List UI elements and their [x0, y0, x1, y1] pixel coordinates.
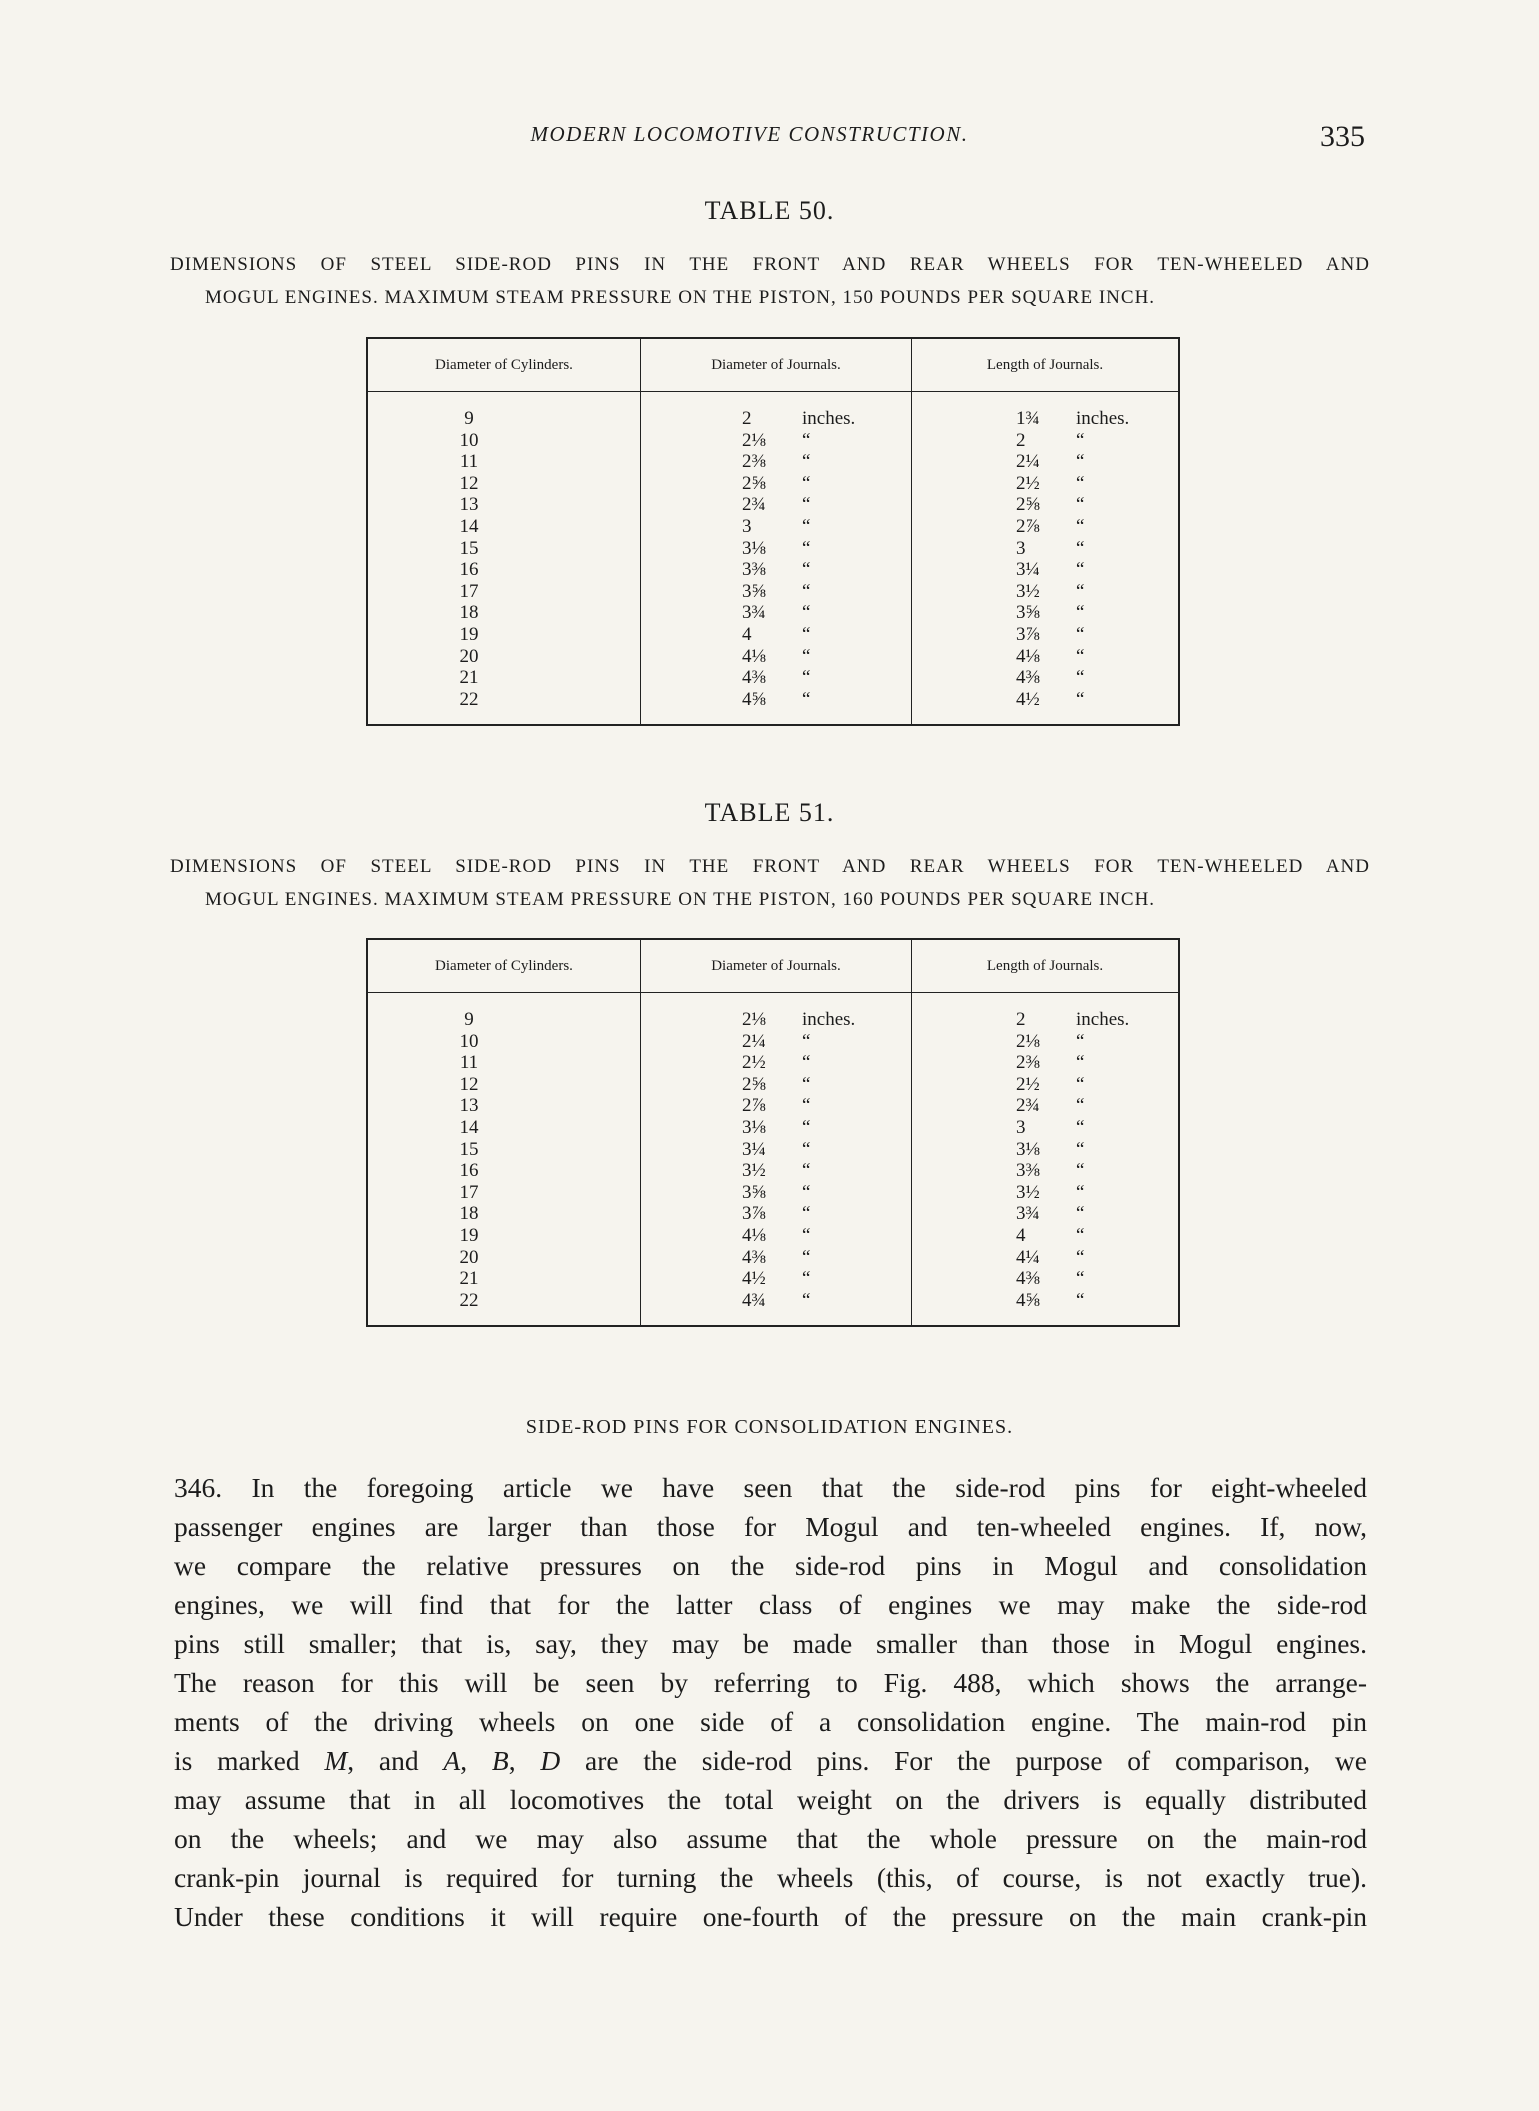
table-row: [367, 1139, 1179, 1161]
cell-cylinder-diameter: 10: [459, 429, 479, 451]
table-row: [367, 1247, 1179, 1269]
cell-cylinder-diameter: 22: [459, 688, 479, 710]
cell-cylinder-diameter: 12: [459, 1073, 479, 1095]
journal-length-value: 3⅜: [1016, 1160, 1040, 1182]
journal-diameter-unit: “: [802, 1160, 811, 1182]
journal-length-unit: “: [1076, 472, 1085, 494]
table-row: [367, 624, 1179, 646]
cell-journal-diameter: [641, 559, 912, 581]
cell-journal-diameter: [641, 667, 912, 689]
cell-journal-length: [912, 646, 1180, 668]
cell-journal-diameter: [641, 1052, 912, 1074]
table-row: [367, 392, 1179, 430]
table-row: [367, 602, 1179, 624]
cell-journal-length: [912, 392, 1180, 430]
journal-length-unit: “: [1076, 623, 1085, 645]
table-50-caption-line-1: DIMENSIONS OF STEEL SIDE-ROD PINS IN THE FRONT AND REAR WHEELS FOR TEN-WHEELED AND: [170, 254, 1370, 275]
journal-diameter-value: 4⅜: [742, 667, 766, 689]
journal-diameter-value: 3⅛: [742, 537, 766, 559]
cell-journal-diameter: [641, 1182, 912, 1204]
paragraph-line: pins still smaller; that is, say, they may be made smaller than those in Mogul engines.: [174, 1628, 1367, 1659]
table-row: [367, 1095, 1179, 1117]
cell-cylinder-diameter: 19: [459, 1224, 479, 1246]
cell-journal-diameter: [641, 602, 912, 624]
cell-journal-length: [912, 689, 1180, 726]
cell-journal-length: [912, 993, 1180, 1031]
journal-length-unit: “: [1076, 688, 1085, 710]
journal-length-unit: “: [1076, 1095, 1085, 1117]
journal-diameter-unit: “: [802, 1181, 811, 1203]
section-heading: SIDE-ROD PINS FOR CONSOLIDATION ENGINES.: [525, 1416, 1014, 1438]
cell-journal-length: [912, 624, 1180, 646]
journal-length-unit: “: [1076, 494, 1085, 516]
cell-journal-length: [912, 516, 1180, 538]
cell-cylinder-diameter: 11: [459, 1052, 479, 1074]
cell-cylinder-diameter: 21: [459, 667, 479, 689]
journal-length-unit: “: [1076, 1052, 1085, 1074]
cell-journal-length: [912, 451, 1180, 473]
journal-diameter-value: 4⅛: [742, 645, 766, 667]
cell-journal-diameter: [641, 1074, 912, 1096]
cell-journal-length: [912, 1031, 1180, 1053]
table-51-caption: [170, 850, 1370, 916]
journal-diameter-unit: “: [802, 472, 811, 494]
cell-journal-length: [912, 1095, 1180, 1117]
journal-diameter-value: 4⅜: [742, 1246, 766, 1268]
page-number: 335: [1320, 120, 1365, 153]
journal-diameter-value: 2¾: [742, 494, 766, 516]
journal-length-value: 2¼: [1016, 451, 1040, 473]
journal-diameter-value: 3¾: [742, 602, 766, 624]
journal-length-unit: “: [1076, 1030, 1085, 1052]
journal-length-value: 4: [1016, 1224, 1026, 1246]
journal-diameter-value: 2⅜: [742, 451, 766, 473]
table-row: [367, 667, 1179, 689]
journal-diameter-unit: “: [802, 1095, 811, 1117]
column-header-journal-length: Length of Journals.: [912, 939, 1180, 993]
paragraph-line: engines, we will find that for the latter class of engines we may make the side-rod: [174, 1589, 1367, 1620]
cell-journal-length: [912, 473, 1180, 495]
journal-length-value: 3¼: [1016, 559, 1040, 581]
journal-length-value: 3¾: [1016, 1203, 1040, 1225]
journal-length-value: 3: [1016, 1116, 1026, 1138]
table-51: [366, 938, 1180, 1327]
paragraph-line: The reason for this will be seen by referring to Fig. 488, which shows the arrange-: [174, 1667, 1367, 1698]
cell-journal-diameter: [641, 1247, 912, 1269]
cell-cylinder-diameter: 14: [459, 1116, 479, 1138]
cell-cylinder-diameter: 18: [459, 1203, 479, 1225]
journal-length-unit: “: [1076, 1268, 1085, 1290]
cell-cylinder-diameter: 20: [459, 1246, 479, 1268]
cell-journal-length: [912, 667, 1180, 689]
journal-diameter-unit: “: [802, 1073, 811, 1095]
cell-journal-length: [912, 1268, 1180, 1290]
journal-length-unit: “: [1076, 1203, 1085, 1225]
cell-journal-diameter: [641, 392, 912, 430]
journal-diameter-unit: “: [802, 451, 811, 473]
cell-cylinder-diameter: 10: [459, 1030, 479, 1052]
journal-diameter-value: 4⅝: [742, 688, 766, 710]
cell-journal-length: [912, 1247, 1180, 1269]
table-row: [367, 1203, 1179, 1225]
journal-length-value: 4⅜: [1016, 1268, 1040, 1290]
cell-journal-length: [912, 1182, 1180, 1204]
cell-journal-length: [912, 1074, 1180, 1096]
journal-diameter-value: 2: [742, 408, 752, 429]
journal-diameter-value: 2½: [742, 1052, 766, 1074]
journal-diameter-unit: “: [802, 1289, 811, 1311]
paragraph-line: crank-pin journal is required for turning the wheels (this, of course, is not exactly true).: [174, 1862, 1367, 1893]
cell-cylinder-diameter: 13: [459, 1095, 479, 1117]
journal-length-value: 4¼: [1016, 1246, 1040, 1268]
cell-journal-length: [912, 430, 1180, 452]
paragraph-line: may assume that in all locomotives the total weight on the drivers is equally distributed: [174, 1784, 1367, 1815]
table-row: [367, 473, 1179, 495]
table-row: [367, 494, 1179, 516]
journal-length-value: 2⅛: [1016, 1030, 1040, 1052]
table-row: [367, 1268, 1179, 1290]
cell-journal-length: [912, 1139, 1180, 1161]
cell-journal-length: [912, 494, 1180, 516]
paragraph-line: ments of the driving wheels on one side of a consolidation engine. The main-rod pin: [174, 1706, 1367, 1737]
table-row: [367, 559, 1179, 581]
column-header-journal-diameter: Diameter of Journals.: [641, 939, 912, 993]
journal-length-value: 3⅞: [1016, 623, 1040, 645]
journal-length-value: 2⅞: [1016, 515, 1040, 537]
journal-length-unit: “: [1076, 1138, 1085, 1160]
table-header-row: [367, 939, 1179, 993]
cell-journal-diameter: [641, 494, 912, 516]
cell-cylinder-diameter: 21: [459, 1268, 479, 1290]
journal-length-value: 3½: [1016, 580, 1040, 602]
cell-journal-length: [912, 1225, 1180, 1247]
cell-journal-diameter: [641, 538, 912, 560]
journal-diameter-value: 2⅞: [742, 1095, 766, 1117]
journal-diameter-unit: “: [802, 494, 811, 516]
journal-length-unit: “: [1076, 451, 1085, 473]
journal-diameter-unit: inches.: [802, 408, 856, 429]
journal-length-unit: “: [1076, 602, 1085, 624]
cell-journal-length: [912, 602, 1180, 624]
table-row: [367, 451, 1179, 473]
cell-journal-diameter: [641, 993, 912, 1031]
cell-journal-length: [912, 538, 1180, 560]
journal-diameter-unit: “: [802, 602, 811, 624]
cell-journal-diameter: [641, 1117, 912, 1139]
journal-length-value: 2½: [1016, 472, 1040, 494]
journal-diameter-unit: “: [802, 688, 811, 710]
paragraph-line: Under these conditions it will require one-fourth of the pressure on the main crank-pin: [174, 1901, 1367, 1932]
journal-diameter-value: 4½: [742, 1268, 766, 1290]
journal-length-value: 1¾: [1016, 408, 1040, 429]
journal-diameter-unit: “: [802, 1246, 811, 1268]
cell-journal-diameter: [641, 624, 912, 646]
cell-journal-diameter: [641, 516, 912, 538]
journal-length-value: 2⅜: [1016, 1052, 1040, 1074]
cell-cylinder-diameter: 13: [459, 494, 479, 516]
journal-length-value: 3½: [1016, 1181, 1040, 1203]
journal-diameter-unit: “: [802, 645, 811, 667]
journal-diameter-unit: inches.: [802, 1009, 856, 1030]
cell-cylinder-diameter: 22: [459, 1289, 479, 1311]
journal-length-value: 2½: [1016, 1073, 1040, 1095]
cell-journal-diameter: [641, 1031, 912, 1053]
table-row: [367, 1290, 1179, 1327]
table-51-caption-line-2: MOGUL ENGINES. MAXIMUM STEAM PRESSURE ON THE PISTON, 160 POUNDS PER SQUARE INCH.: [205, 889, 1156, 910]
journal-length-unit: “: [1076, 559, 1085, 581]
journal-diameter-unit: “: [802, 580, 811, 602]
journal-length-unit: “: [1076, 537, 1085, 559]
journal-diameter-value: 3⅛: [742, 1116, 766, 1138]
table-row: [367, 1160, 1179, 1182]
column-header-journal-diameter: Diameter of Journals.: [641, 338, 912, 392]
paragraph-line: passenger engines are larger than those for Mogul and ten-wheeled engines. If, now,: [174, 1511, 1367, 1542]
cell-journal-diameter: [641, 646, 912, 668]
cell-journal-length: [912, 1203, 1180, 1225]
journal-diameter-unit: “: [802, 1268, 811, 1290]
journal-length-value: 3⅛: [1016, 1138, 1040, 1160]
journal-length-value: 4⅛: [1016, 645, 1040, 667]
journal-length-unit: “: [1076, 1181, 1085, 1203]
cell-journal-diameter: [641, 689, 912, 726]
journal-diameter-value: 2⅝: [742, 1073, 766, 1095]
cell-journal-diameter: [641, 430, 912, 452]
cell-cylinder-diameter: 17: [459, 580, 479, 602]
table-50-title: TABLE 50.: [704, 196, 835, 225]
cell-journal-length: [912, 559, 1180, 581]
table-row: [367, 1182, 1179, 1204]
table-row: [367, 1031, 1179, 1053]
journal-diameter-value: 4: [742, 623, 752, 645]
journal-length-value: 4⅜: [1016, 667, 1040, 689]
journal-diameter-value: 2¼: [742, 1030, 766, 1052]
cell-cylinder-diameter: 20: [459, 645, 479, 667]
journal-diameter-unit: “: [802, 429, 811, 451]
cell-journal-diameter: [641, 581, 912, 603]
cell-journal-length: [912, 1052, 1180, 1074]
journal-diameter-value: 3⅝: [742, 580, 766, 602]
cell-cylinder-diameter: 16: [459, 1160, 479, 1182]
body-paragraph: [174, 1468, 1367, 1936]
cell-cylinder-diameter: 17: [459, 1181, 479, 1203]
table-header-row: [367, 338, 1179, 392]
table-row: [367, 1052, 1179, 1074]
cell-journal-diameter: [641, 1139, 912, 1161]
cell-journal-diameter: [641, 1290, 912, 1327]
journal-diameter-value: 3½: [742, 1160, 766, 1182]
journal-length-value: 2¾: [1016, 1095, 1040, 1117]
journal-length-value: 4⅝: [1016, 1289, 1040, 1311]
cell-journal-diameter: [641, 1203, 912, 1225]
cell-journal-diameter: [641, 1095, 912, 1117]
table-50-caption-line-2: MOGUL ENGINES. MAXIMUM STEAM PRESSURE ON THE PISTON, 150 POUNDS PER SQUARE INCH.: [205, 287, 1156, 308]
cell-journal-length: [912, 1290, 1180, 1327]
journal-length-unit: “: [1076, 1289, 1085, 1311]
journal-length-value: 4½: [1016, 688, 1040, 710]
journal-diameter-unit: “: [802, 1138, 811, 1160]
journal-length-unit: “: [1076, 429, 1085, 451]
journal-length-unit: “: [1076, 1246, 1085, 1268]
cell-cylinder-diameter: 19: [459, 623, 479, 645]
cell-cylinder-diameter: 18: [459, 602, 479, 624]
journal-length-value: 2⅝: [1016, 494, 1040, 516]
journal-diameter-value: 3: [742, 515, 752, 537]
table-51-caption-line-1: DIMENSIONS OF STEEL SIDE-ROD PINS IN THE FRONT AND REAR WHEELS FOR TEN-WHEELED AND: [170, 856, 1370, 877]
journal-diameter-unit: “: [802, 559, 811, 581]
journal-length-value: 3: [1016, 537, 1026, 559]
table-row: [367, 430, 1179, 452]
column-header-journal-length: Length of Journals.: [912, 338, 1180, 392]
journal-length-unit: “: [1076, 1160, 1085, 1182]
cell-cylinder-diameter: 15: [459, 537, 479, 559]
table-51-title: TABLE 51.: [704, 798, 835, 827]
journal-length-unit: “: [1076, 1224, 1085, 1246]
column-header-cylinders: Diameter of Cylinders.: [367, 338, 641, 392]
journal-length-value: 2: [1016, 429, 1026, 451]
journal-diameter-unit: “: [802, 537, 811, 559]
journal-diameter-value: 4⅛: [742, 1224, 766, 1246]
table-row: [367, 581, 1179, 603]
journal-diameter-unit: “: [802, 1203, 811, 1225]
journal-length-value: 2: [1016, 1009, 1026, 1030]
cell-cylinder-diameter: 9: [464, 408, 474, 429]
cell-journal-diameter: [641, 1225, 912, 1247]
journal-diameter-unit: “: [802, 667, 811, 689]
running-title: MODERN LOCOMOTIVE CONSTRUCTION.: [530, 122, 969, 146]
journal-diameter-value: 4¾: [742, 1289, 766, 1311]
cell-journal-diameter: [641, 1268, 912, 1290]
table-row: [367, 1225, 1179, 1247]
table-row: [367, 689, 1179, 726]
table-50-caption: [170, 248, 1370, 314]
cell-cylinder-diameter: 11: [459, 451, 479, 473]
journal-length-unit: “: [1076, 1116, 1085, 1138]
journal-diameter-unit: “: [802, 1224, 811, 1246]
cell-journal-diameter: [641, 451, 912, 473]
journal-length-unit: inches.: [1076, 1009, 1130, 1030]
table-row: [367, 516, 1179, 538]
table-row: [367, 1074, 1179, 1096]
cell-cylinder-diameter: 15: [459, 1138, 479, 1160]
paragraph-line: 346. In the foregoing article we have seen that the side-rod pins for eight-wheeled: [174, 1472, 1367, 1503]
journal-length-unit: “: [1076, 645, 1085, 667]
cell-cylinder-diameter: 14: [459, 515, 479, 537]
paragraph-line: on the wheels; and we may also assume that the whole pressure on the main-rod: [174, 1823, 1367, 1854]
cell-journal-diameter: [641, 1160, 912, 1182]
cell-cylinder-diameter: 9: [464, 1009, 474, 1030]
journal-diameter-value: 3¼: [742, 1138, 766, 1160]
journal-length-unit: “: [1076, 580, 1085, 602]
journal-diameter-value: 3⅜: [742, 559, 766, 581]
journal-length-unit: “: [1076, 515, 1085, 537]
paragraph-line: we compare the relative pressures on the side-rod pins in Mogul and consolidation: [174, 1550, 1367, 1581]
cell-journal-length: [912, 1117, 1180, 1139]
journal-diameter-value: 3⅝: [742, 1181, 766, 1203]
journal-diameter-unit: “: [802, 1030, 811, 1052]
table-50: [366, 337, 1180, 726]
table-row: [367, 1117, 1179, 1139]
table-row: [367, 538, 1179, 560]
cell-cylinder-diameter: 12: [459, 472, 479, 494]
journal-diameter-unit: “: [802, 623, 811, 645]
table-row: [367, 646, 1179, 668]
journal-diameter-value: 2⅛: [742, 429, 766, 451]
journal-diameter-value: 2⅝: [742, 472, 766, 494]
cell-journal-length: [912, 1160, 1180, 1182]
journal-diameter-value: 2⅛: [742, 1009, 766, 1030]
journal-length-unit: “: [1076, 1073, 1085, 1095]
journal-diameter-value: 3⅞: [742, 1203, 766, 1225]
paragraph-line: is marked M, and A, B, D are the side-rod pins. For the purpose of comparison, we: [174, 1745, 1367, 1776]
journal-length-value: 3⅝: [1016, 602, 1040, 624]
journal-diameter-unit: “: [802, 1116, 811, 1138]
journal-length-unit: “: [1076, 667, 1085, 689]
cell-journal-length: [912, 581, 1180, 603]
journal-diameter-unit: “: [802, 1052, 811, 1074]
journal-diameter-unit: “: [802, 515, 811, 537]
journal-length-unit: inches.: [1076, 408, 1130, 429]
table-row: [367, 993, 1179, 1031]
cell-journal-diameter: [641, 473, 912, 495]
cell-cylinder-diameter: 16: [459, 559, 479, 581]
column-header-cylinders: Diameter of Cylinders.: [367, 939, 641, 993]
